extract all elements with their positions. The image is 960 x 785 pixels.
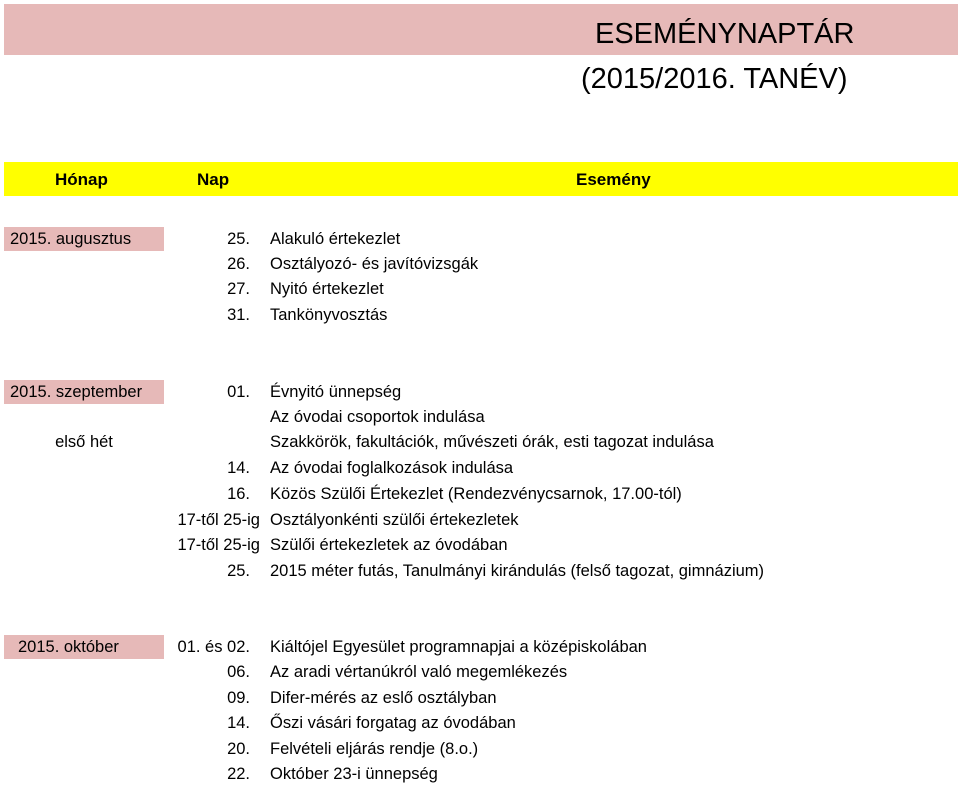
event-cell: Őszi vásári forgatag az óvodában: [270, 714, 516, 732]
page-subtitle: (2015/2016. TANÉV): [581, 63, 848, 95]
day-cell: 01. és 02.: [177, 638, 250, 656]
event-cell: Az aradi vértanúkról való megemlékezés: [270, 663, 568, 681]
day-cell: 22.: [227, 765, 250, 783]
table-header-band: [4, 162, 958, 196]
event-cell: Difer-mérés az eslő osztályban: [270, 689, 497, 707]
event-cell: Szakkörök, fakultációk, művészeti órák, esti tagozat indulása: [270, 433, 714, 451]
column-header-month: Hónap: [55, 170, 108, 189]
event-cell: Tankönyvosztás: [270, 306, 388, 324]
day-cell: 20.: [227, 740, 250, 758]
event-cell: Közös Szülői Értekezlet (Rendezvénycsarnok, 17.00-tól): [270, 485, 682, 503]
event-cell: Évnyitó ünnepség: [270, 383, 402, 401]
event-cell: Felvételi eljárás rendje (8.o.): [270, 740, 479, 758]
day-cell: 09.: [227, 689, 250, 707]
day-cell: 26.: [227, 255, 250, 273]
day-cell: 25.: [227, 562, 250, 580]
event-cell: Az óvodai csoportok indulása: [270, 408, 485, 426]
page-title: ESEMÉNYNAPTÁR: [595, 18, 855, 50]
event-cell: 2015 méter futás, Tanulmányi kirándulás (felső tagozat, gimnázium): [270, 562, 765, 580]
month-label-october: 2015. október: [4, 635, 164, 659]
day-cell: 16.: [227, 485, 250, 503]
month-label-august: 2015. augusztus: [4, 227, 164, 251]
day-cell: 17-től 25-ig: [177, 511, 260, 529]
day-cell: 27.: [227, 280, 250, 298]
event-cell: Osztályonkénti szülői értekezletek: [270, 511, 519, 529]
day-cell: 01.: [227, 383, 250, 401]
event-cell: Kiáltójel Egyesület programnapjai a középiskolában: [270, 638, 647, 656]
event-cell: Szülői értekezletek az óvodában: [270, 536, 508, 554]
month-label-september: 2015. szeptember: [4, 380, 164, 404]
day-cell: 17-től 25-ig: [177, 536, 260, 554]
column-header-event: Esemény: [576, 170, 651, 189]
event-cell: Alakuló értekezlet: [270, 230, 401, 248]
event-cell: Az óvodai foglalkozások indulása: [270, 459, 514, 477]
column-header-day: Nap: [197, 170, 230, 189]
day-cell: 31.: [227, 306, 250, 324]
month-sub-label: első hét: [55, 433, 113, 451]
event-cell: Osztályozó- és javítóvizsgák: [270, 255, 479, 273]
event-cell: Nyitó értekezlet: [270, 280, 384, 298]
event-cell: Október 23-i ünnepség: [270, 765, 438, 783]
day-cell: 14.: [227, 714, 250, 732]
day-cell: 14.: [227, 459, 250, 477]
day-cell: 25.: [227, 230, 250, 248]
day-cell: 06.: [227, 663, 250, 681]
